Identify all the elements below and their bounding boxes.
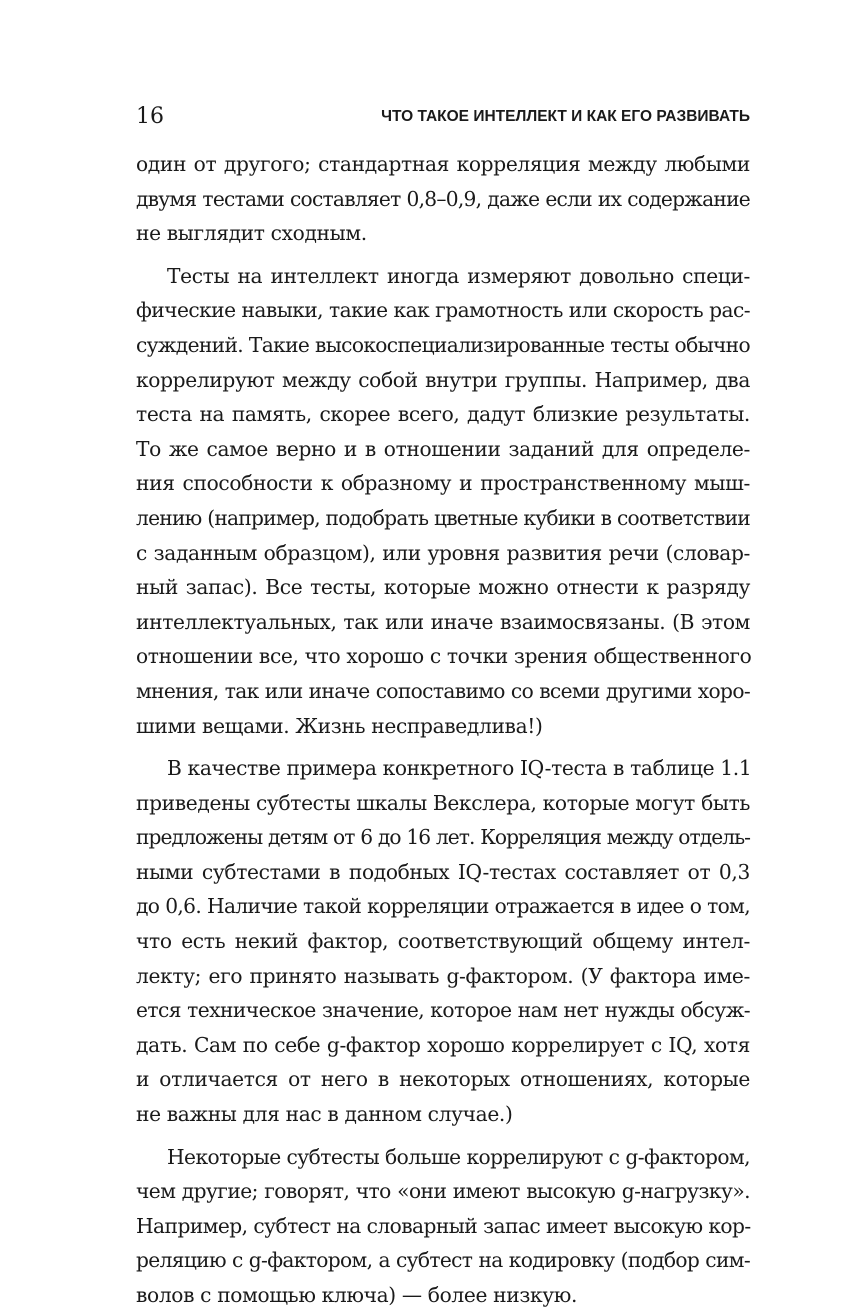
text-line: лекту; его принято называть g-фактором. (У фактора име- <box>136 963 750 988</box>
text-line: до 0,6. Наличие такой корреляции отражается в идее о том, <box>136 894 750 919</box>
text-line: Например, субтест на словарный запас имеет высокую кор- <box>136 1213 751 1238</box>
text-line: один от другого; стандартная корреляция между любыми <box>136 152 750 176</box>
text-line: предложены детям от 6 до 16 лет. Корреляция между отдель- <box>136 825 750 850</box>
text-line: ния способности к образному и пространственному мыш- <box>136 471 750 496</box>
text-line: шими вещами. Жизнь несправедлива!) <box>136 713 543 738</box>
text-line: отношении все, что хорошо с точки зрения общественного <box>136 644 752 669</box>
text-line: ется техническое значение, которое нам нет нужды обсуж- <box>136 998 750 1023</box>
text-line: лению (например, подобрать цветные кубики в соответствии <box>136 505 750 530</box>
text-line: Тесты на интеллект иногда измеряют довольно специ- <box>167 263 750 288</box>
text-line: чем другие; говорят, что «они имеют высокую g-нагрузку». <box>136 1179 750 1204</box>
text-line: не важны для нас в данном случае.) <box>136 1102 513 1127</box>
text-line: с заданным образцом), или уровня развития речи (словар- <box>136 540 750 565</box>
text-line: дать. Сам по себе g-фактор хорошо коррелирует с IQ, хотя <box>136 1032 750 1057</box>
paragraph <box>136 1140 750 1313</box>
body-text <box>136 147 750 1313</box>
text-line: волов с помощью ключа) — более низкую. <box>136 1283 578 1307</box>
text-line: приведены субтесты шкалы Векслера, которые могут быть <box>136 790 751 815</box>
text-line: двумя тестами составляет 0,8–0,9, даже если их содержание <box>136 186 750 211</box>
paragraph <box>136 147 750 251</box>
text-line: реляцию с g-фактором, а субтест на кодировку (подбор сим- <box>136 1248 750 1273</box>
text-line: что есть некий фактор, соответствующий общему интел- <box>136 929 750 954</box>
text-line: суждений. Такие высокоспециализированные тесты обычно <box>136 332 750 357</box>
text-line: не выглядит сходным. <box>136 221 367 246</box>
text-line: фические навыки, такие как грамотность или скорость рас- <box>136 298 750 323</box>
text-line: То же самое верно и в отношении заданий для определе- <box>136 436 750 461</box>
text-line: мнения, так или иначе сопоставимо со всеми другими хоро- <box>136 678 750 703</box>
text-line: ный запас). Все тесты, которые можно отнести к разряду <box>136 575 750 600</box>
running-title: ЧТО ТАКОЕ ИНТЕЛЛЕКТ И КАК ЕГО РАЗВИВАТЬ <box>381 108 750 125</box>
text-line: ными субтестами в подобных IQ-тестах составляет от 0,3 <box>136 859 750 884</box>
paragraph <box>136 259 750 743</box>
running-head <box>136 100 750 134</box>
text-line: теста на память, скорее всего, дадут близкие результаты. <box>136 402 750 427</box>
text-line: коррелируют между собой внутри группы. Например, два <box>136 367 750 392</box>
paragraph <box>136 751 750 1132</box>
text-line: В качестве примера конкретного IQ-теста в таблице 1.1 <box>167 756 752 781</box>
text-line: и отличается от него в некоторых отношениях, которые <box>136 1067 750 1092</box>
text-line: интеллектуальных, так или иначе взаимосвязаны. (В этом <box>136 609 750 634</box>
text-line: Некоторые субтесты больше коррелируют с g-фактором, <box>167 1144 750 1169</box>
page-number: 16 <box>136 104 164 129</box>
